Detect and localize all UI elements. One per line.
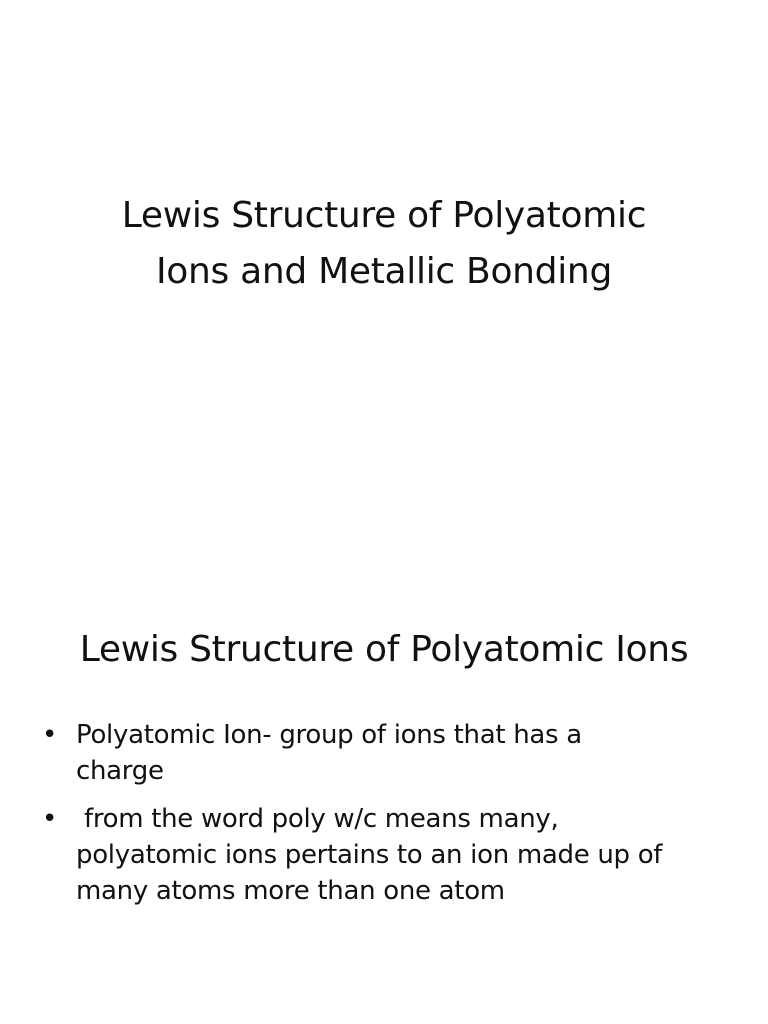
bullet-text-line: many atoms more than one atom [76,876,505,906]
slide-title-line-2: Ions and Metallic Bonding [155,251,613,292]
bullet-icon: • [42,804,58,834]
content-slide [0,512,768,1024]
slide-title [40,188,728,300]
slide-heading-line-1: Lewis Structure of Polyatomic Ions [79,629,689,670]
bullet-text-line: from the word poly w/c means many, [76,804,559,834]
bullet-text-line: polyatomic ions pertains to an ion made up of [76,840,663,870]
bullet-item-1 [42,717,732,789]
slide-title-line-1: Lewis Structure of Polyatomic [121,195,647,236]
bullet-item-2 [42,801,732,909]
bullet-list [42,717,732,921]
bullet-text-line: Polyatomic Ion- group of ions that has a [76,720,582,750]
slide-heading [40,622,728,678]
bullet-icon: • [42,720,58,750]
bullet-text-line: charge [76,756,164,786]
